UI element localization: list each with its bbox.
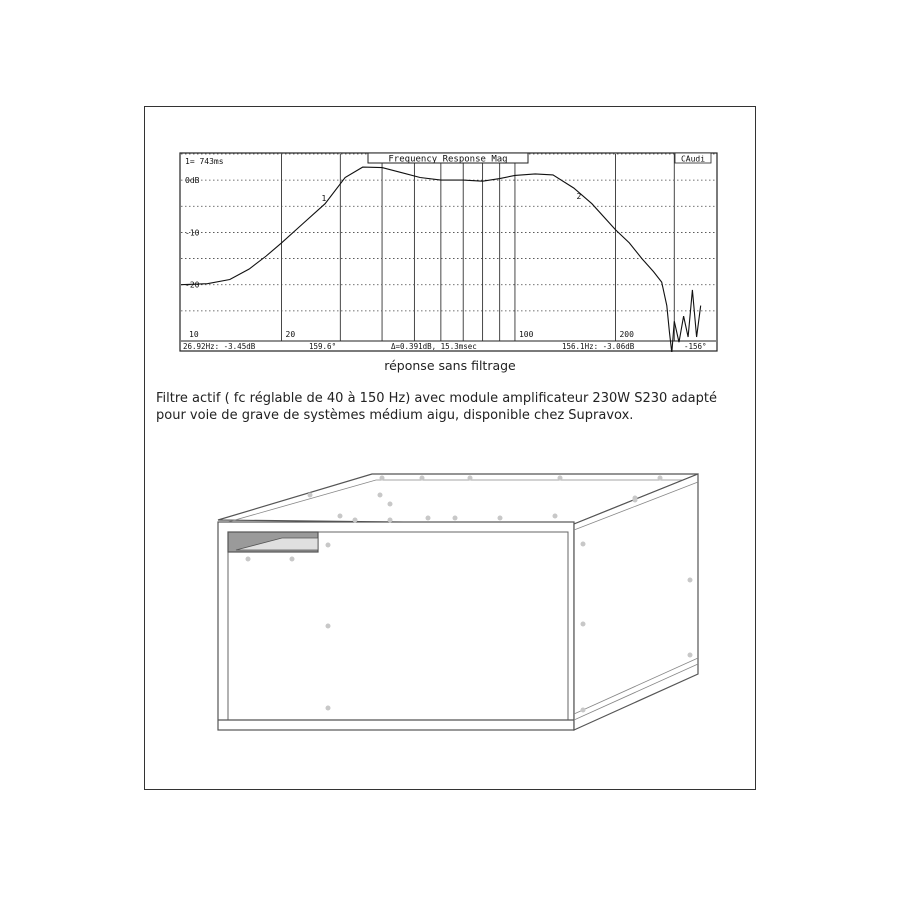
footer-right: -156°	[684, 342, 707, 351]
x-tick-label: 20	[285, 330, 296, 339]
chart-title: Frequency Response Mag	[388, 154, 508, 165]
description-line-2: pour voie de grave de systèmes médium aigu, disponible chez Supravox.	[156, 408, 634, 423]
footer-left-mid: 159.6°	[309, 342, 337, 351]
cursor-marker: 2	[576, 192, 582, 202]
footer-mid: Δ=0.391dB, 15.3msec	[391, 342, 477, 351]
corner-label-left: 1= 743ms	[185, 157, 224, 166]
x-tick-label: 100	[518, 330, 534, 339]
x-tick-label: 200	[619, 330, 634, 339]
y-tick-label: 0dB	[185, 176, 200, 186]
chart-caption: réponse sans filtrage	[384, 358, 516, 373]
description-line-1: Filtre actif ( fc réglable de 40 à 150 Hz) avec module amplificateur 230W S230 adapté	[156, 391, 717, 406]
cabinet-front-panel	[218, 522, 574, 730]
cursor-marker: 1	[321, 194, 327, 204]
y-tick-label: -10	[185, 228, 200, 238]
description	[156, 390, 756, 424]
frequency-response-chart	[179, 152, 718, 352]
x-tick-label: 10	[189, 330, 199, 339]
footer-right-mid: 156.1Hz: -3.06dB	[562, 342, 635, 351]
footer-left: 26.92Hz: -3.45dB	[183, 342, 256, 351]
corner-label-right: CAudi	[680, 154, 706, 164]
enclosure-drawing	[210, 470, 710, 740]
y-tick-label: -20	[185, 280, 200, 290]
